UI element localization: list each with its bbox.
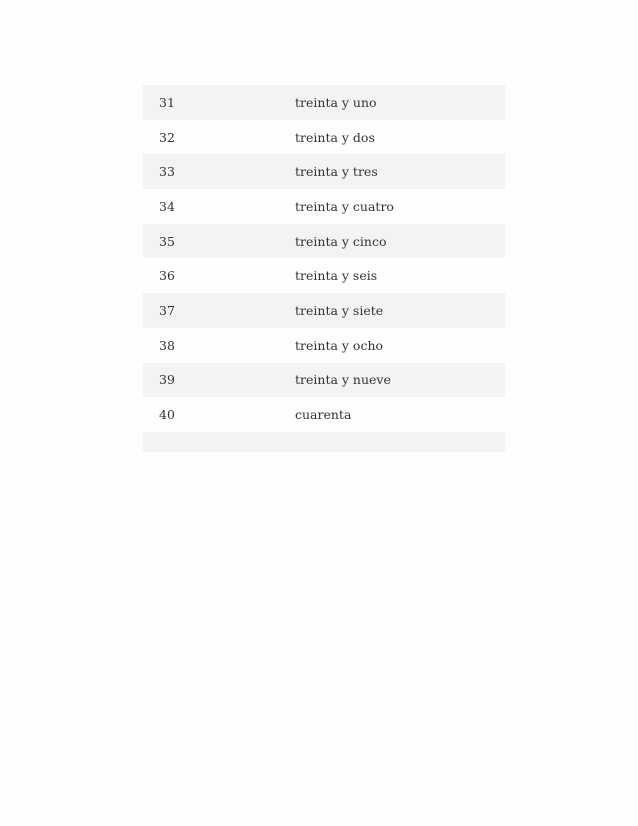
empty-table-row (143, 432, 505, 452)
word-cell: treinta y seis (295, 268, 378, 284)
table-row (143, 85, 505, 120)
number-cell: 31 (143, 85, 295, 120)
number-cell: 37 (143, 293, 295, 328)
number-cell: 33 (143, 154, 295, 189)
table-row (143, 154, 505, 189)
word-cell: treinta y cuatro (295, 198, 394, 214)
word-cell: treinta y cinco (295, 224, 505, 259)
number-cell: 34 (159, 198, 175, 214)
table-row (143, 258, 505, 293)
word-cell: treinta y dos (295, 129, 375, 145)
table-row (143, 293, 505, 328)
table-row (143, 397, 505, 432)
word-cell: cuarenta (295, 407, 352, 423)
number-cell: 39 (143, 363, 295, 398)
word-cell: treinta y ocho (295, 337, 384, 353)
number-cell: 32 (159, 129, 175, 145)
word-cell: treinta y uno (295, 85, 505, 120)
table-body (143, 85, 505, 452)
word-cell: treinta y nueve (295, 363, 505, 398)
number-cell: 40 (159, 407, 175, 423)
table-row (143, 189, 505, 224)
empty-cell (295, 432, 505, 452)
empty-cell (143, 432, 295, 452)
number-cell: 38 (159, 337, 175, 353)
table-row (143, 363, 505, 398)
number-cell: 35 (143, 224, 295, 259)
number-cell: 36 (159, 268, 175, 284)
word-cell: treinta y tres (295, 154, 505, 189)
number-words-table (143, 85, 505, 452)
table-row (143, 224, 505, 259)
table-row (143, 120, 505, 155)
word-cell: treinta y siete (295, 293, 505, 328)
table-row (143, 328, 505, 363)
